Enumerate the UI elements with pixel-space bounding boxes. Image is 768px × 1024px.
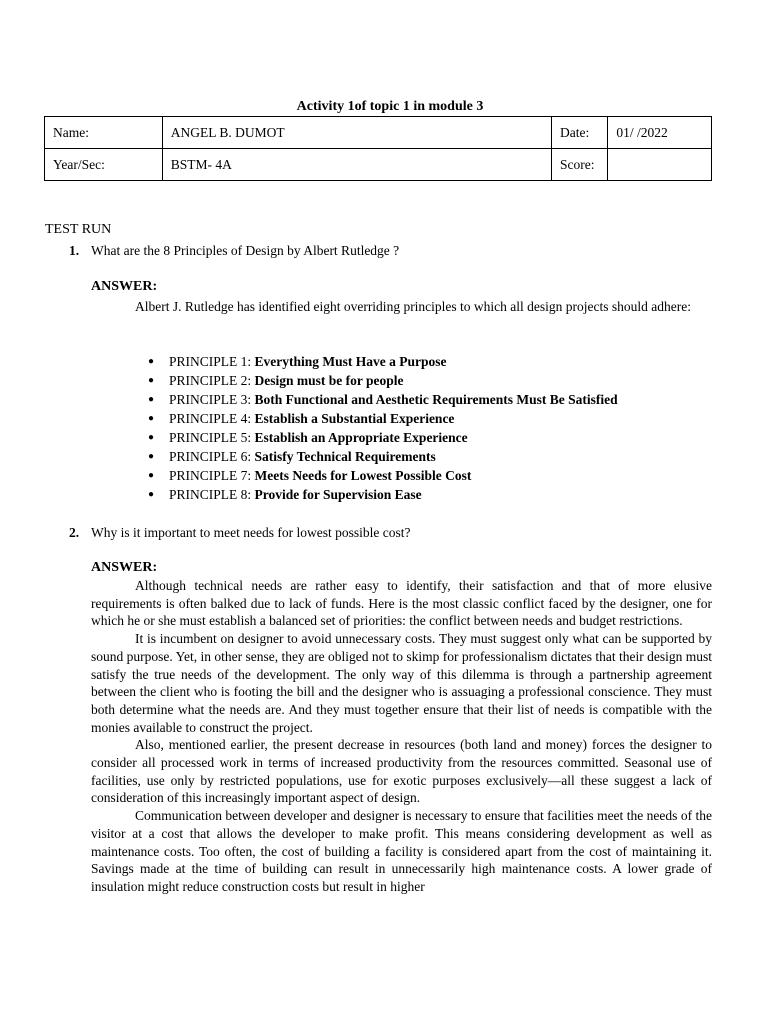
- answer-intro: Albert J. Rutledge has identified eight overriding principles to which all design projects should adhere:: [135, 299, 691, 314]
- section-heading: TEST RUN: [45, 222, 112, 237]
- yearsec-label: Year/Sec:: [45, 149, 163, 181]
- question-text: Why is it important to meet needs for lowest possible cost?: [91, 525, 411, 540]
- list-item: [148, 409, 618, 428]
- yearsec-value: BSTM- 4A: [162, 149, 551, 181]
- principle-label: PRINCIPLE 1:: [169, 354, 252, 369]
- principle-text: Meets Needs for Lowest Possible Cost: [254, 468, 472, 483]
- list-item: [148, 485, 618, 504]
- principle-text: Provide for Supervision Ease: [254, 487, 422, 502]
- question-text: What are the 8 Principles of Design by Albert Rutledge ?: [91, 243, 400, 258]
- principle-text: Everything Must Have a Purpose: [254, 354, 447, 369]
- principles-list: [148, 352, 618, 504]
- principle-text: Establish an Appropriate Experience: [254, 430, 468, 445]
- list-item: [148, 447, 618, 466]
- list-item: [148, 390, 618, 409]
- answer-paragraph: Communication between developer and designer is necessary to ensure that facilities meet the needs of the visitor at a cost that allows the developer to make profit. This means considering development as well as maintenance costs. Too often, the cost of building a facility is considered apart from the cost of maintaining it. Savings made at the time of building can result in unnecessarily high maintenance costs. A lower grade of insulation might reduce construction costs but result in higher: [91, 808, 712, 894]
- principle-text: Both Functional and Aesthetic Requirements Must Be Satisfied: [254, 392, 618, 407]
- answer-paragraph: Also, mentioned earlier, the present decrease in resources (both land and money) forces the designer to consider all processed work in terms of increased productivity from the resources committed. Seasonal use of facilities, use only by restricted populations, use for exotic purposes exclusively—all these suggest a lack of consideration of this increasingly important aspect of design.: [91, 737, 712, 806]
- principle-label: PRINCIPLE 2:: [169, 373, 252, 388]
- answer-label: ANSWER:: [91, 560, 158, 575]
- date-label: Date:: [552, 117, 608, 149]
- list-item: [148, 428, 618, 447]
- principle-text: Establish a Substantial Experience: [254, 411, 455, 426]
- question-number: 2.: [69, 525, 80, 540]
- list-item: [148, 352, 618, 371]
- principle-label: PRINCIPLE 8:: [169, 487, 252, 502]
- principle-text: Satisfy Technical Requirements: [254, 449, 436, 464]
- principle-label: PRINCIPLE 7:: [169, 468, 252, 483]
- student-info-table: [44, 116, 712, 181]
- principle-label: PRINCIPLE 6:: [169, 449, 252, 464]
- bullet-icon: ●: [148, 394, 155, 405]
- answer-paragraph: Although technical needs are rather easy to identify, their satisfaction and that of more elusive requirements is often balked due to lack of funds. Here is the most classic conflict faced by the designer, one for which he or she must establish a balanced set of priorities: the conflict between needs and budget restrictions.: [91, 578, 712, 629]
- info-row-name: [45, 117, 712, 149]
- bullet-icon: ●: [148, 451, 155, 462]
- document-title: Activity 1of topic 1 in module 3: [296, 99, 484, 114]
- bullet-icon: ●: [148, 489, 155, 500]
- principle-label: PRINCIPLE 4:: [169, 411, 252, 426]
- bullet-icon: ●: [148, 432, 155, 443]
- answer-body: [91, 577, 712, 896]
- bullet-icon: ●: [148, 375, 155, 386]
- list-item: [148, 371, 618, 390]
- principle-label: PRINCIPLE 5:: [169, 430, 252, 445]
- score-label: Score:: [552, 149, 608, 181]
- name-label: Name:: [45, 117, 163, 149]
- principle-label: PRINCIPLE 3:: [169, 392, 252, 407]
- list-item: [148, 466, 618, 485]
- question-number: 1.: [69, 243, 80, 258]
- bullet-icon: ●: [148, 413, 155, 424]
- principle-text: Design must be for people: [254, 373, 404, 388]
- score-value: [608, 149, 712, 181]
- name-value: ANGEL B. DUMOT: [162, 117, 551, 149]
- info-row-yearsec: [45, 149, 712, 181]
- bullet-icon: ●: [148, 470, 155, 481]
- date-value: 01/ /2022: [608, 117, 712, 149]
- bullet-icon: ●: [148, 356, 155, 367]
- answer-label: ANSWER:: [91, 279, 158, 294]
- answer-paragraph: It is incumbent on designer to avoid unnecessary costs. They must suggest only what can be supported by sound purpose. Yet, in other sense, they are obliged not to skimp for professionalism dictates that their design must satisfy the true needs of the development. The only way of this dilemma is through a partnership agreement between the client who is footing the bill and the designer who is assuaging a professional conscience. They must both determine what the needs are. And they must together ensure that their list of needs is compatible with the monies available to construct the project.: [91, 631, 712, 735]
